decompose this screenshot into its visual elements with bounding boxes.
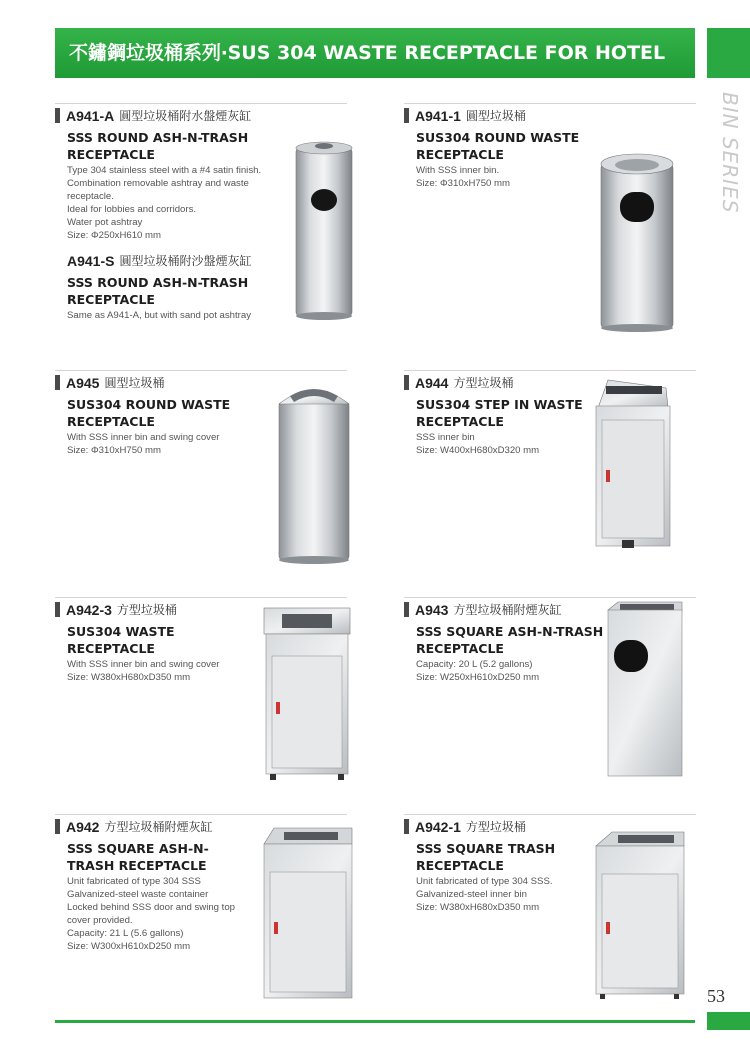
side-label: BIN SERIES [718,92,742,214]
page-number: 53 [707,986,725,1006]
product-a942: A942 方型垃圾桶附煙灰缸 SSS SQUARE ASH-N-TRASH RECEPTACLE Unit fabricated of type 304 SSS Galvanized-steel waste container Locked behind SSS door and swing top cover provided. Capacity: 21 L (5.6 gallons) Size: W300xH610xD250 mm [55,814,347,953]
footer-tab [707,1012,750,1030]
square-ashtray-bin-image [606,600,684,780]
product-name-en: SSS ROUND ASH-N-TRASH RECEPTACLE [67,130,249,162]
product-desc: Type 304 stainless steel with a #4 satin finish. Combination removable ashtray and waste receptacle. Ideal for lobbies and corridors. Water pot ashtray Size: Φ250xH610 mm [67,165,262,241]
square-ash-trash-bin-image [262,826,354,1002]
side-tab [707,28,750,78]
product-a941-1: A941-1 圓型垃圾桶 SUS304 ROUND WASTE RECEPTACLE With SSS inner bin. Size: Φ310xH750 mm [404,103,696,190]
square-waste-bin-image [262,606,352,782]
round-swing-bin-image [276,382,352,564]
product-a944: A944 方型垃圾桶 SUS304 STEP IN WASTE RECEPTACLE SSS inner bin Size: W400xH680xD320 mm [404,370,696,457]
footer-rule [55,1020,695,1023]
page-title-banner: 不鏽鋼垃圾桶系列‧SUS 304 WASTE RECEPTACLE FOR HOTEL [55,28,695,78]
product-a942-1: A942-1 方型垃圾桶 SSS SQUARE TRASH RECEPTACLE Unit fabricated of type 304 SSS. Galvanized-steel inner bin Size: W380xH680xD350 mm [404,814,696,914]
product-code: A941-A [66,107,115,124]
product-a941-s: A941-S 圓型垃圾桶附沙盤煙灰缸 SSS ROUND ASH-N-TRASH RECEPTACLE Same as A941-A, but with sand pot ashtray [67,252,252,321]
round-waste-bin-image [598,150,676,332]
product-a945: A945 圓型垃圾桶 SUS304 ROUND WASTE RECEPTACLE With SSS inner bin and swing cover Size: Φ310xH750 mm [55,370,347,457]
square-trash-bin-image [592,830,686,1000]
round-ashtray-bin-image [294,140,354,320]
product-a942-3: A942-3 方型垃圾桶 SUS304 WASTE RECEPTACLE With SSS inner bin and swing cover Size: W380xH680xD350 mm [55,597,347,684]
product-name-cn: 圓型垃圾桶附水盤煙灰缸 [119,109,252,123]
step-in-bin-image [594,378,674,550]
product-a943: A943 方型垃圾桶附煙灰缸 SSS SQUARE ASH-N-TRASH RECEPTACLE Capacity: 20 L (5.2 gallons) Size: W250xH610xD250 mm [404,597,696,684]
